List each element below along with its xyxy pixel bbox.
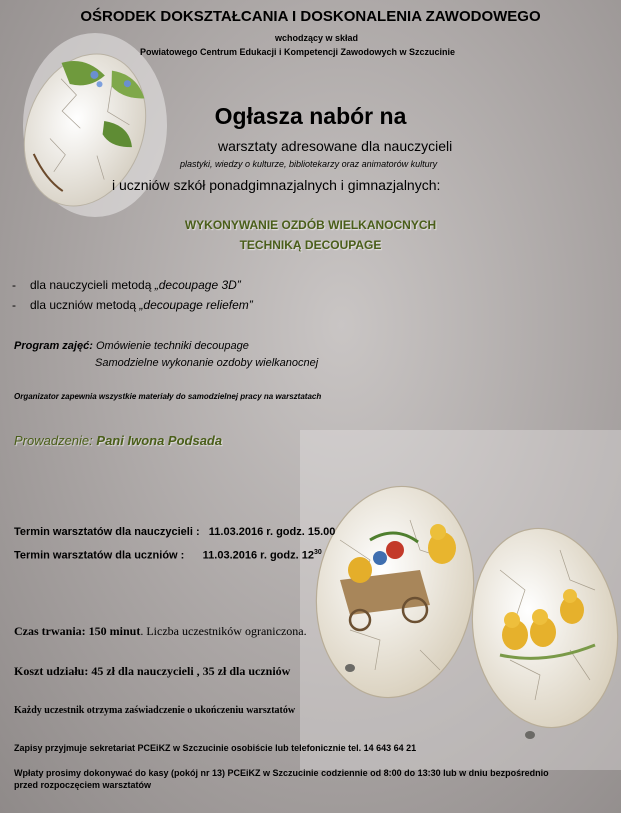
term-time-prefix: r. godz. bbox=[257, 549, 302, 562]
duration-note: . Liczba uczestników ograniczona. bbox=[140, 624, 307, 638]
duration-value: 150 minut bbox=[88, 624, 141, 638]
organization-title: OŚRODEK DOKSZTAŁCANIA I DOSKONALENIA ZAWODOWEGO bbox=[80, 8, 541, 25]
program-line-1 bbox=[14, 340, 249, 352]
term-students bbox=[14, 549, 322, 562]
lead-label: Prowadzenie: bbox=[14, 433, 93, 448]
header-subtitle-1: wchodzący w skład bbox=[275, 33, 359, 43]
term-time: 15.00 bbox=[307, 526, 336, 538]
term-date: 11.03.2016 bbox=[208, 526, 264, 538]
cost-value: 45 zł dla nauczycieli , 35 zł dla uczniów bbox=[91, 664, 291, 678]
method-name: „decoupage 3D” bbox=[154, 278, 241, 292]
term-date: 11.03.2016 bbox=[202, 549, 258, 562]
enrollment-info: Zapisy przyjmuje sekretariat PCEiKZ w Szczucinie osobiście lub telefonicznie tel. 14 643 64 21 bbox=[14, 743, 417, 753]
announcement-title: Ogłasza nabór na bbox=[214, 103, 407, 129]
program-item-2: Samodzielne wykonanie ozdoby wielkanocnej bbox=[95, 357, 319, 369]
payment-info-line-2: przed rozpoczęciem warsztatów bbox=[14, 780, 152, 790]
decorated-eggs-image-chicks bbox=[300, 430, 621, 770]
students-line: i uczniów szkół ponadgimnazjalnych i gimnazjalnych: bbox=[112, 177, 441, 193]
payment-info-line-1: Wpłaty prosimy dokonywać do kasy (pokój nr 13) PCEiKZ w Szczucinie codziennie od 8:00 do 13:30 lub w dniu bezpośrednio bbox=[14, 768, 549, 778]
method-prefix: dla nauczycieli metodą bbox=[30, 278, 155, 292]
method-prefix: dla uczniów metodą bbox=[30, 298, 140, 312]
list-dash: - bbox=[12, 278, 16, 292]
cost-line bbox=[14, 664, 290, 679]
topic-line-2: TECHNIKĄ DECOUPAGE bbox=[239, 238, 382, 252]
cost-label: Koszt udziału: bbox=[14, 664, 89, 678]
audience-detail: plastyki, wiedzy o kulturze, bibliotekarzy oraz animatorów kultury bbox=[180, 159, 438, 169]
term-time: 12 bbox=[301, 549, 314, 562]
duration-label: Czas trwania: bbox=[14, 624, 86, 638]
organizer-note: Organizator zapewnia wszystkie materiały do samodzielnej pracy na warsztatach bbox=[14, 392, 322, 401]
list-dash: - bbox=[12, 298, 16, 312]
program-item-1: Omówienie techniki decoupage bbox=[95, 340, 249, 352]
workshops-for-line: warsztaty adresowane dla nauczycieli bbox=[218, 138, 453, 154]
program-label: Program zajęć: bbox=[14, 340, 93, 352]
method-item-teachers bbox=[12, 278, 241, 292]
method-item-students bbox=[12, 298, 253, 312]
term-label: Termin warsztatów dla uczniów : bbox=[14, 549, 185, 562]
term-teachers bbox=[14, 526, 335, 538]
header-subtitle-2: Powiatowego Centrum Edukacji i Kompetencji Zawodowych w Szczucinie bbox=[140, 47, 456, 57]
method-name: „decoupage reliefem” bbox=[139, 298, 253, 312]
term-label: Termin warsztatów dla nauczycieli : bbox=[14, 526, 200, 538]
certificate-note: Każdy uczestnik otrzyma zaświadczenie o ukończeniu warsztatów bbox=[14, 705, 296, 716]
term-time-prefix: r. godz. bbox=[263, 526, 308, 538]
topic-line-1: WYKONYWANIE OZDÓB WIELKANOCNYCH bbox=[184, 218, 437, 232]
lead-name: Pani Iwona Podsada bbox=[96, 433, 223, 448]
duration-line bbox=[14, 624, 307, 639]
term-time-superscript: 30 bbox=[314, 549, 322, 556]
lead-line bbox=[14, 433, 222, 448]
